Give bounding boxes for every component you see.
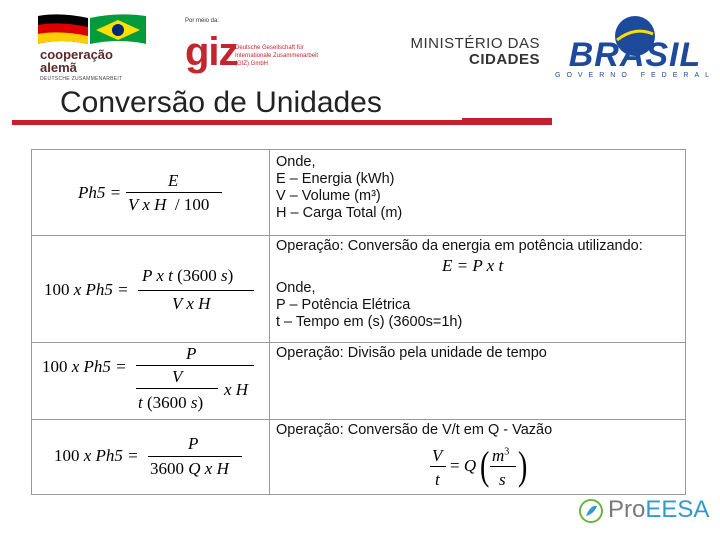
title-underline-accent bbox=[462, 118, 552, 122]
mc-line2: CIDADES bbox=[468, 51, 540, 68]
mc-line1: MINISTÉRIO DAS bbox=[410, 35, 540, 52]
description-cell bbox=[276, 154, 402, 222]
coop-line1: cooperação bbox=[40, 47, 113, 62]
ministerio-cidades-logo bbox=[405, 36, 540, 76]
coop-line3: DEUTSCHE ZUSAMMENARBEIT bbox=[40, 76, 123, 82]
coop-line2: alemã bbox=[40, 60, 77, 75]
brasil-wordmark: BRASIL bbox=[568, 36, 702, 74]
proeesa-part1: Pro bbox=[608, 496, 646, 523]
desc-line: V – Volume (m³) bbox=[276, 188, 381, 204]
description-cell bbox=[276, 238, 643, 255]
proeesa-logo bbox=[578, 494, 710, 528]
giz-small-text: Por meio da: bbox=[185, 18, 220, 24]
desc-line: Operação: Conversão da energia em potência utilizando: bbox=[276, 238, 643, 254]
desc-line: Onde, bbox=[276, 280, 316, 296]
giz-description: Deutsche Gesellschaft für Internationale Zusammenarbeit (GIZ) GmbH bbox=[235, 45, 319, 67]
flags-icon bbox=[30, 10, 150, 52]
description-cell bbox=[276, 422, 552, 439]
desc-line: E – Energia (kWh) bbox=[276, 171, 395, 187]
leaf-icon bbox=[578, 498, 604, 524]
giz-logo bbox=[185, 18, 335, 78]
governo-federal-logo bbox=[555, 10, 715, 82]
page-title: Conversão de Unidades bbox=[60, 86, 382, 119]
desc-line: P – Potência Elétrica bbox=[276, 297, 411, 313]
giz-wordmark: giz bbox=[185, 30, 238, 74]
table-row: 100 x Ph5 = P V t (3600 s) x H Operação: Divisão pela unidade de tempo bbox=[32, 343, 685, 420]
desc-line: H – Carga Total (m) bbox=[276, 205, 403, 221]
formula-table bbox=[31, 149, 686, 495]
desc-line: t – Tempo em (s) (3600s=1h) bbox=[276, 314, 463, 330]
desc-line: Onde, bbox=[276, 154, 316, 170]
table-row: 100 x Ph5 = P 3600 Q x H Operação: Conversão de V/t em Q - Vazão V t = Q ( $m^3$ s ) bbox=[54, 422, 553, 489]
table-row: 100 x Ph5 = P x t (3600 s) V x H Operação: Conversão da energia em potência utilizando: E = P x t Onde, P – Potência Elétrica t – Tempo em (s) (3600s=1h) bbox=[32, 236, 685, 343]
governo-federal-text: GOVERNO FEDERAL bbox=[555, 72, 716, 79]
description-cell bbox=[276, 280, 462, 331]
energy-formula: E = P x t bbox=[442, 256, 504, 275]
desc-line: Operação: Conversão de V/t em Q - Vazão bbox=[276, 422, 553, 438]
cooperacao-alema-logo bbox=[30, 10, 150, 80]
table-row: Ph5 = E V x H / 100 Onde, E – Energia (kWh) V – Volume (m³) H – Carga Total (m) bbox=[32, 150, 685, 236]
proeesa-part2: EESA bbox=[645, 496, 710, 523]
description-cell bbox=[276, 345, 547, 362]
desc-line: Operação: Divisão pela unidade de tempo bbox=[276, 345, 547, 361]
